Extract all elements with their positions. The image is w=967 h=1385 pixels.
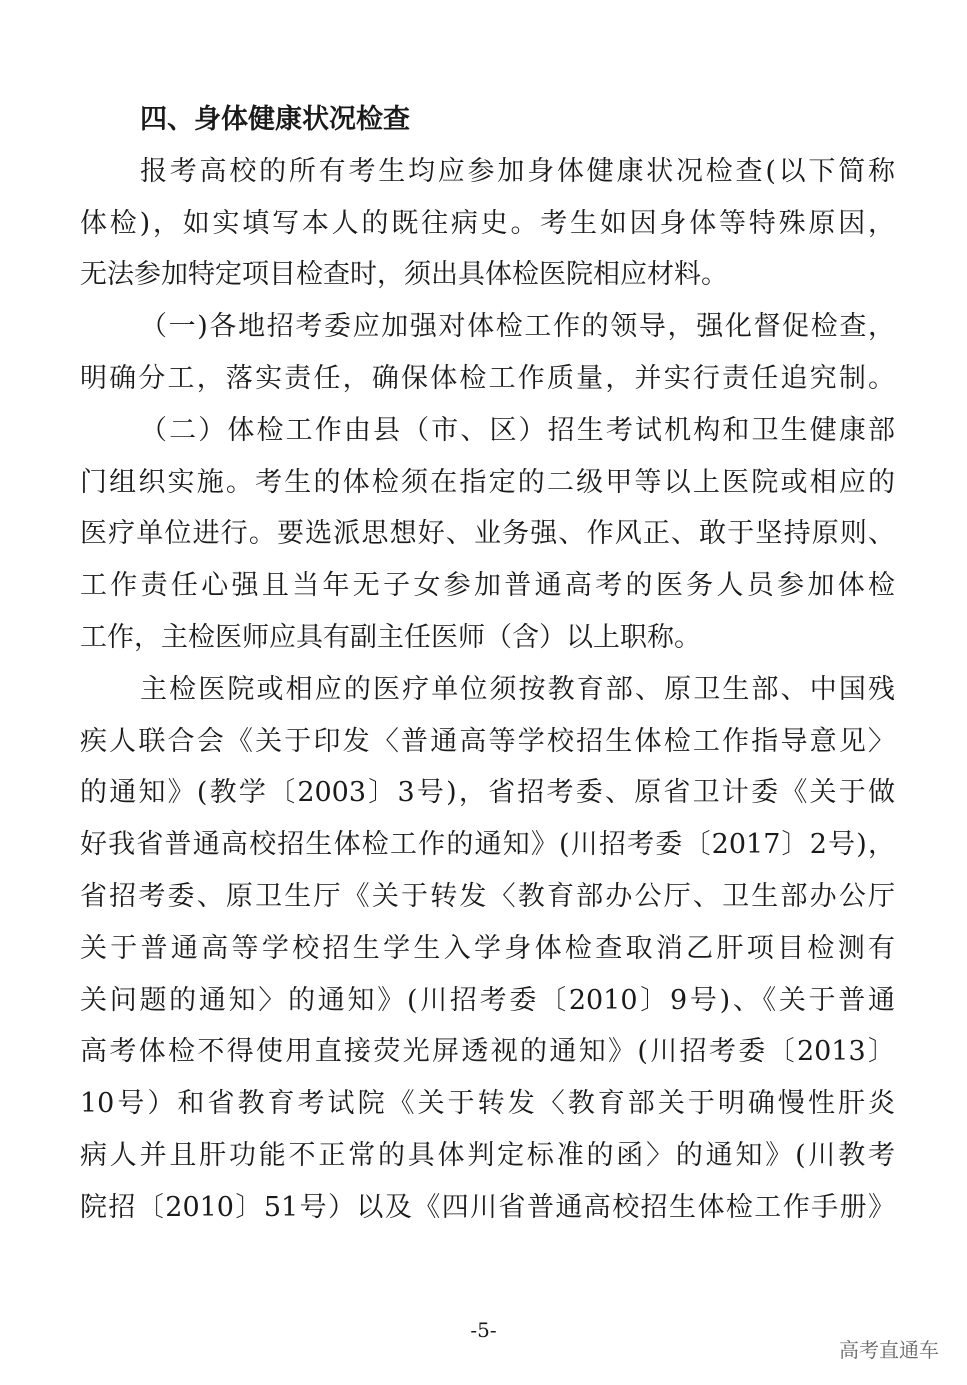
text-line: 主检医院或相应的医疗单位须按教育部、原卫生部、中国残 [140,673,895,705]
text-line: 好我省普通高校招生体检工作的通知》(川招考委〔2017〕2号)， [80,829,895,861]
text-line: 关于普通高等学校招生学生入学身体检查取消乙肝项目检测有 [80,932,895,964]
text-line: （二）体检工作由县（市、区）招生考试机构和卫生健康部 [140,414,895,446]
text-line: 门组织实施。考生的体检须在指定的二级甲等以上医院或相应的 [80,466,895,498]
section-heading: 四、身体健康状况检查 [140,104,410,135]
text-line: 工作责任心强且当年无子女参加普通高考的医务人员参加体检 [80,570,895,602]
text-line: 报考高校的所有考生均应参加身体健康状况检查(以下简称 [140,155,895,187]
watermark: 高考直通车 [839,1338,939,1362]
text-line: （一)各地招考委应加强对体检工作的领导，强化督促检查， [140,311,895,343]
text-line: 省招考委、原卫生厅《关于转发〈教育部办公厅、卫生部办公厅 [80,881,895,912]
text-line: 关问题的通知〉的通知》(川招考委〔2010〕9号)、《关于普通 [80,984,895,1016]
text-line: 的通知》(教学〔2003〕3号)，省招考委、原省卫计委《关于做 [80,777,895,809]
text-line: 无法参加特定项目检查时，须出具体检医院相应材料。 [80,259,728,291]
text-line: 工作，主检医师应具有副主任医师（含）以上职称。 [80,622,701,653]
text-line: 医疗单位进行。要选派思想好、业务强、作风正、敢于坚持原则、 [80,518,895,550]
text-line: 高考体检不得使用直接荧光屏透视的通知》(川招考委〔2013〕 [80,1036,895,1068]
text-line: 病人并且肝功能不正常的具体判定标准的函〉的通知》(川教考 [80,1140,895,1171]
text-line: 10号）和省教育考试院《关于转发〈教育部关于明确慢性肝炎 [80,1088,895,1120]
text-line: 体检)，如实填写本人的既往病史。考生如因身体等特殊原因， [80,207,895,239]
text-line: 明确分工，落实责任，确保体检工作质量，并实行责任追究制。 [80,363,895,394]
page-number: -5- [470,1318,497,1342]
text-line: 疾人联合会《关于印发〈普通高等学校招生体检工作指导意见〉 [80,725,895,757]
text-line: 院招〔2010〕51号）以及《四川省普通高校招生体检工作手册》 [80,1191,895,1223]
